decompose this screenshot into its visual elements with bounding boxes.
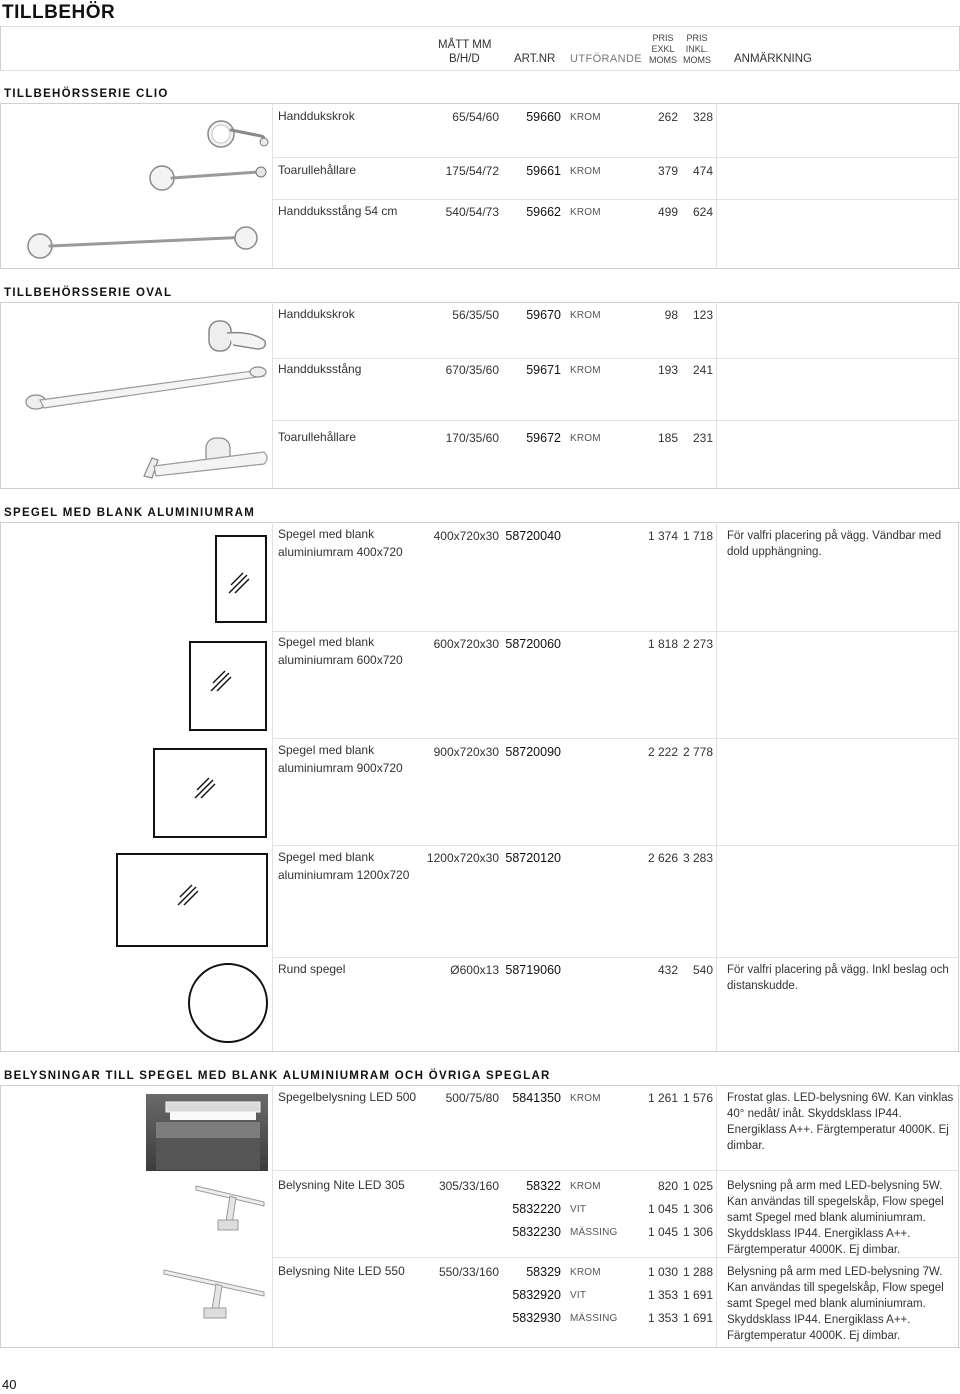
page-title: TILLBEHÖR (2, 2, 116, 23)
clio-row-1-art: 59660 (526, 110, 561, 124)
clio-row-2-name: Toarullehållare (278, 163, 357, 177)
clio-row-1-price-exkl: 262 (657, 110, 678, 124)
section-title-belysning: BELYSNINGAR TILL SPEGEL MED BLANK ALUMINIUMRAM OCH ÖVRIGA SPEGLAR (4, 1070, 551, 1082)
spegel-row-5-note-line1: För valfri placering på vägg. Inkl beslag och (727, 964, 949, 976)
towel-hook-oval-image (203, 315, 273, 357)
oval-row-1-dim: 56/35/50 (452, 308, 499, 322)
nite550-dim: 550/33/160 (438, 1265, 499, 1279)
nite305-dim: 305/33/160 (438, 1179, 499, 1193)
oval-row-1-price-inkl: 123 (692, 308, 713, 322)
mirror-600x720-image (189, 641, 267, 731)
spegel-row-4-price-inkl: 3 283 (682, 851, 713, 865)
spegel-row-4-name-line2: aluminiumram 1200x720 (278, 868, 410, 882)
nite550-note-line5: Färgtemperatur 4000K. Ej dimbar. (727, 1330, 901, 1342)
led500-price-inkl: 1 576 (682, 1091, 713, 1105)
spegel-row-1-name-line1: Spegel med blank (278, 527, 375, 541)
spegel-row-5-note-line2: distanskudde. (727, 980, 798, 992)
nite550-note-line1: Belysning på arm med LED-belysning 7W. (727, 1266, 943, 1278)
spegel-row-3-name-line2: aluminiumram 900x720 (278, 761, 403, 775)
spegel-row-2-name-line1: Spegel med blank (278, 635, 375, 649)
nite-led-550-image (160, 1262, 270, 1322)
oval-row-3-name: Toarullehållare (278, 430, 357, 444)
oval-row-2-price-inkl: 241 (692, 363, 713, 377)
section-title-clio: TILLBEHÖRSSERIE CLIO (4, 88, 169, 100)
oval-row-3-price-exkl: 185 (657, 431, 678, 445)
nite305-name: Belysning Nite LED 305 (278, 1178, 405, 1192)
header-pris-inkl-1: PRIS (686, 33, 708, 43)
oval-row-2-name: Handduksstång (278, 362, 362, 376)
nite550-variant-3-finish: MÄSSING (570, 1313, 618, 1324)
led500-dim: 500/75/80 (445, 1091, 499, 1105)
header-pris-exkl-3: MOMS (649, 55, 677, 65)
section-title-spegel: SPEGEL MED BLANK ALUMINIUMRAM (4, 507, 256, 519)
nite305-variant-1-price-exkl: 820 (657, 1179, 678, 1193)
clio-row-2-price-exkl: 379 (657, 164, 678, 178)
nite550-name: Belysning Nite LED 550 (278, 1264, 405, 1278)
nite305-variant-1-price-inkl: 1 025 (682, 1179, 713, 1193)
toilet-roll-holder-clio-image (148, 160, 273, 195)
towel-bar-clio-image (20, 224, 270, 262)
nite550-variant-3-art: 5832930 (512, 1311, 561, 1325)
clio-row-3-name: Handduksstång 54 cm (278, 204, 398, 218)
nite-led-305-image (190, 1176, 270, 1234)
nite550-note-line2: Kan användas till spegelskåp, Flow spegel (727, 1282, 944, 1294)
oval-row-3-dim: 170/35/60 (445, 431, 499, 445)
spegel-row-2-name-line2: aluminiumram 600x720 (278, 653, 403, 667)
oval-row-1-price-exkl: 98 (664, 308, 678, 322)
mirror-900x720-image (153, 748, 267, 838)
clio-row-2-dim: 175/54/72 (445, 164, 499, 178)
nite550-variant-3-price-exkl: 1 353 (647, 1311, 678, 1325)
header-pris-exkl-2: EXKL (651, 44, 675, 54)
oval-row-3-price-inkl: 231 (692, 431, 713, 445)
mirror-400x720-image (215, 535, 267, 623)
clio-row-1-dim: 65/54/60 (452, 110, 499, 124)
led500-note-line2: 40° nedåt/ inåt. Skyddsklass IP44. (727, 1108, 902, 1120)
spegel-row-1-note-line2: dold upphängning. (727, 546, 822, 558)
mirror-reflection-icon (217, 537, 265, 621)
towel-bar-oval-image (22, 362, 272, 414)
clio-row-1-price-inkl: 328 (692, 110, 713, 124)
nite305-variant-3-price-inkl: 1 306 (682, 1225, 713, 1239)
led500-price-exkl: 1 261 (647, 1091, 678, 1105)
mirror-reflection-icon (155, 750, 265, 836)
page-number: 40 (2, 1377, 17, 1392)
spegel-row-2-price-inkl: 2 273 (682, 637, 713, 651)
led500-art: 5841350 (512, 1091, 561, 1105)
oval-row-1-art: 59670 (526, 308, 561, 322)
spegel-row-4-price-exkl: 2 626 (647, 851, 678, 865)
nite550-variant-2-price-exkl: 1 353 (647, 1288, 678, 1302)
clio-row-2-art: 59661 (526, 164, 561, 178)
clio-row-2-price-inkl: 474 (692, 164, 713, 178)
spegel-row-5-price-inkl: 540 (692, 963, 713, 977)
nite305-note-line1: Belysning på arm med LED-belysning 5W. (727, 1180, 943, 1192)
header-art-nr: ART.NR (514, 53, 556, 65)
spegel-row-3-art: 58720090 (505, 745, 561, 759)
spegel-row-1-name-line2: aluminiumram 400x720 (278, 545, 403, 559)
clio-row-3-price-inkl: 624 (692, 205, 713, 219)
led500-note-line3: Energiklass A++. Färgtemperatur 4000K. Ej (727, 1124, 949, 1136)
header-pris-exkl-1: PRIS (652, 33, 674, 43)
led-lamp-icon (146, 1094, 268, 1171)
oval-row-3-art: 59672 (526, 431, 561, 445)
spegel-row-2-dim: 600x720x30 (433, 637, 499, 651)
header-anmarkning: ANMÄRKNING (734, 53, 812, 65)
spegel-row-3-price-inkl: 2 778 (682, 745, 713, 759)
nite550-note-line3: samt Spegel med blank aluminiumram. (727, 1298, 926, 1310)
spegel-row-1-dim: 400x720x30 (433, 529, 499, 543)
clio-row-3-price-exkl: 499 (657, 205, 678, 219)
nite305-variant-2-price-exkl: 1 045 (647, 1202, 678, 1216)
nite305-note-line3: samt Spegel med blank aluminiumram. (727, 1212, 926, 1224)
nite305-note-line4: Skyddsklass IP44. Energiklass A++. (727, 1228, 911, 1240)
led500-finish: KROM (570, 1093, 601, 1104)
nite305-note-line2: Kan användas till spegelskåp, Flow spegel (727, 1196, 944, 1208)
spegel-row-2-art: 58720060 (505, 637, 561, 651)
nite305-note-line5: Färgtemperatur 4000K. Ej dimbar. (727, 1244, 901, 1256)
nite305-variant-3-price-exkl: 1 045 (647, 1225, 678, 1239)
spegel-row-1-note-line1: För valfri placering på vägg. Vändbar med (727, 530, 942, 542)
nite550-variant-2-art: 5832920 (512, 1288, 561, 1302)
spegel-row-4-art: 58720120 (505, 851, 561, 865)
clio-row-3-finish: KROM (570, 207, 601, 218)
towel-hook-clio-image (203, 112, 273, 157)
spegel-row-1-price-exkl: 1 374 (647, 529, 678, 543)
mirror-reflection-icon (118, 855, 266, 945)
oval-row-1-name: Handdukskrok (278, 307, 355, 321)
nite305-variant-1-finish: KROM (570, 1181, 601, 1192)
nite550-variant-3-price-inkl: 1 691 (682, 1311, 713, 1325)
header-bhd: B/H/D (449, 53, 480, 65)
clio-row-2-finish: KROM (570, 166, 601, 177)
mirror-1200x720-image (116, 853, 268, 947)
spegel-row-3-price-exkl: 2 222 (647, 745, 678, 759)
led500-photo (146, 1094, 268, 1171)
clio-row-3-art: 59662 (526, 205, 561, 219)
nite305-variant-2-art: 5832220 (512, 1202, 561, 1216)
spegel-row-4-name-line1: Spegel med blank (278, 850, 375, 864)
header-pris-inkl-3: MOMS (683, 55, 711, 65)
round-mirror-image (188, 963, 268, 1043)
clio-row-1-name: Handdukskrok (278, 109, 355, 123)
nite305-variant-3-finish: MÄSSING (570, 1227, 618, 1238)
spegel-row-1-art: 58720040 (505, 529, 561, 543)
header-pris-inkl-2: INKL. (685, 44, 709, 54)
oval-row-2-dim: 670/35/60 (445, 363, 499, 377)
led500-name: Spegelbelysning LED 500 (278, 1090, 417, 1104)
oval-row-2-price-exkl: 193 (657, 363, 678, 377)
clio-row-3-dim: 540/54/73 (445, 205, 499, 219)
nite550-variant-1-price-inkl: 1 288 (682, 1265, 713, 1279)
mirror-reflection-icon (191, 643, 265, 729)
nite305-variant-2-price-inkl: 1 306 (682, 1202, 713, 1216)
spegel-row-5-name: Rund spegel (278, 962, 346, 976)
section-title-oval: TILLBEHÖRSSERIE OVAL (4, 287, 173, 299)
spegel-row-1-price-inkl: 1 718 (682, 529, 713, 543)
nite550-variant-2-price-inkl: 1 691 (682, 1288, 713, 1302)
spegel-row-3-dim: 900x720x30 (433, 745, 499, 759)
spegel-row-5-dim: Ø600x13 (450, 963, 499, 977)
nite550-variant-1-price-exkl: 1 030 (647, 1265, 678, 1279)
header-utforande: UTFÖRANDE (570, 53, 643, 65)
spegel-row-4-dim: 1200x720x30 (426, 851, 499, 865)
spegel-row-3-name-line1: Spegel med blank (278, 743, 375, 757)
nite550-variant-1-finish: KROM (570, 1267, 601, 1278)
oval-row-3-finish: KROM (570, 433, 601, 444)
nite305-variant-3-art: 5832230 (512, 1225, 561, 1239)
nite550-note-line4: Skyddsklass IP44. Energiklass A++. (727, 1314, 911, 1326)
spegel-row-5-price-exkl: 432 (657, 963, 678, 977)
nite550-variant-1-art: 58329 (526, 1265, 561, 1279)
clio-row-1-finish: KROM (570, 112, 601, 123)
spegel-row-2-price-exkl: 1 818 (647, 637, 678, 651)
oval-row-1-finish: KROM (570, 310, 601, 321)
oval-row-2-finish: KROM (570, 365, 601, 376)
header-matt: MÅTT MM (438, 39, 492, 51)
led500-note-line1: Frostat glas. LED-belysning 6W. Kan vinklas (727, 1092, 954, 1104)
nite305-variant-2-finish: VIT (570, 1204, 587, 1215)
oval-row-2-art: 59671 (526, 363, 561, 377)
toilet-roll-holder-oval-image (140, 432, 272, 484)
nite305-variant-1-art: 58322 (526, 1179, 561, 1193)
spegel-row-5-art: 58719060 (505, 963, 561, 977)
led500-note-line4: dimbar. (727, 1140, 765, 1152)
nite550-variant-2-finish: VIT (570, 1290, 587, 1301)
